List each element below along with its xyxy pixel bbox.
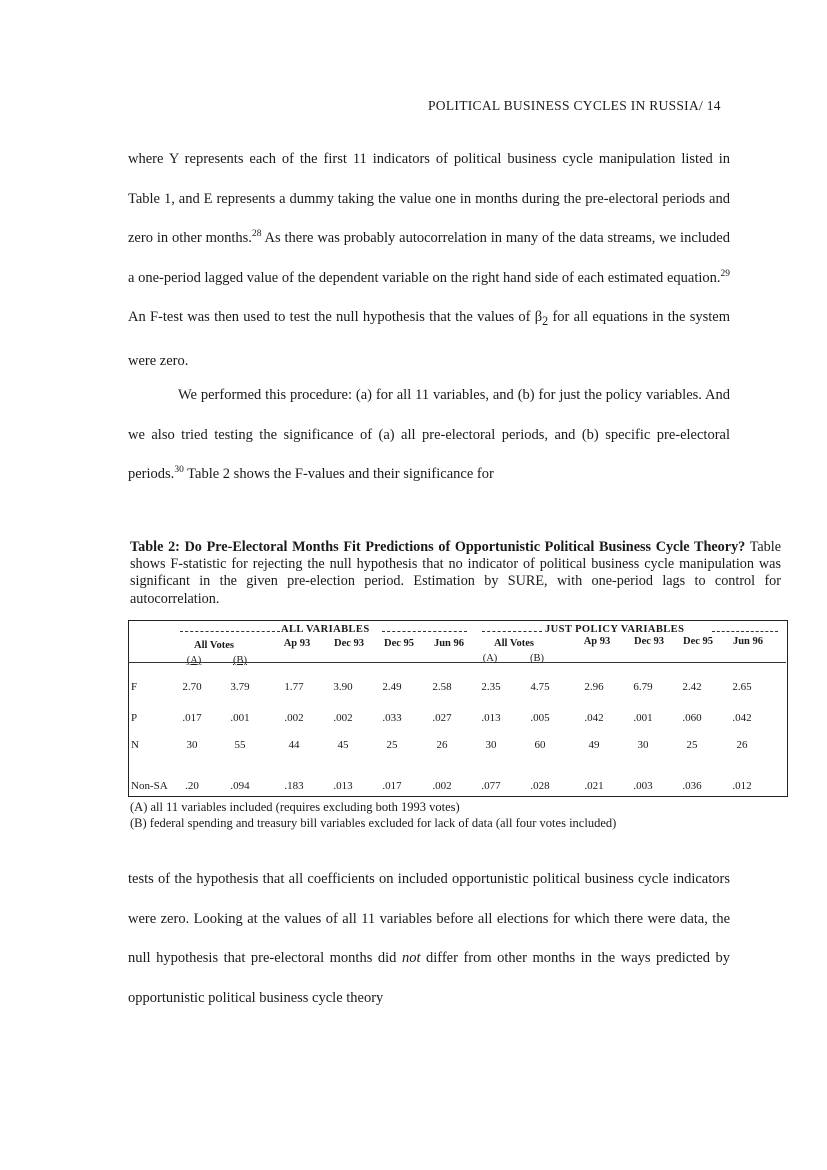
column-header-dec93: Dec 93 [333,638,365,649]
table-cell: 2.49 [382,681,402,693]
footnote-ref-30: 30 [174,465,184,476]
table-cell: 1.77 [284,681,304,693]
subcolumn-a: (A) [186,655,202,666]
table-note-b: (B) federal spending and treasury bill variables excluded for lack of data (all four votes included) [130,816,617,830]
column-header-dec93-policy: Dec 93 [633,636,665,647]
paragraph-text: As there was probably autocorrelation in many of the data streams, we included a one-period lagged value of the dependent variable on the right hand side of each estimated equation. [128,230,730,286]
column-header-ap93: Ap 93 [283,638,311,649]
footnote-ref-28: 28 [251,229,262,240]
paragraph-text: An F-test was then used to test the null hypothesis that the values of β [128,309,543,326]
body-paragraph-1 [128,140,730,381]
table-cell: 26 [436,739,448,751]
subcolumn-b-policy: (B) [530,653,544,664]
table-cell: .033 [382,712,402,724]
group-rule [712,631,778,632]
table-cell: 3.90 [333,681,353,693]
table-cell: .002 [432,780,452,792]
table-cell: .20 [185,780,199,792]
paragraph-text: We performed this procedure: (a) for all 11 variables, and (b) for just the policy variables. And we also tried testing the significance of (a) all pre-electoral periods, and (b) specific pre-electoral periods. [128,387,730,483]
table-cell: .002 [284,712,304,724]
paragraph-text: differ from other months in the ways predicted by opportunistic political business cycle theory [128,950,730,1006]
table-cell: .077 [481,780,501,792]
column-header-jun96-policy: Jun 96 [732,636,764,647]
table-cell: 55 [234,739,246,751]
table-cell: .003 [633,780,653,792]
subcolumn-b: (B) [233,655,247,666]
table-cell: .005 [530,712,550,724]
group-header-policy-variables: JUST POLICY VARIABLES [545,624,685,635]
group-rule [482,631,542,632]
table-cell: 45 [337,739,349,751]
table-cell: .013 [333,780,353,792]
table-cell: .013 [481,712,501,724]
row-label: P [131,712,138,724]
table-cell: 2.65 [732,681,752,693]
table-cell: 25 [386,739,398,751]
column-header-all-votes: All Votes [194,640,234,651]
table-cell: 26 [736,739,748,751]
table-title: Table 2: Do Pre-Electoral Months Fit Predictions of Opportunistic Political Business Cycle Theory? [130,539,746,555]
table-cell: 2.58 [432,681,452,693]
running-header: POLITICAL BUSINESS CYCLES IN RUSSIA/ 14 [428,98,721,113]
table-cell: .094 [230,780,250,792]
column-header-ap93-policy: Ap 93 [583,636,611,647]
row-label: Non-SA [131,780,168,792]
table-cell: 44 [288,739,300,751]
body-paragraph-3 [128,860,730,1018]
table-notes [130,799,616,831]
table-cell: 2.35 [481,681,501,693]
table-cell: 2.70 [182,681,202,693]
group-rule [180,631,280,632]
table-cell: .001 [230,712,250,724]
table-cell: 49 [588,739,600,751]
group-header-all-variables: ALL VARIABLES [281,624,370,635]
table-cell: 4.75 [530,681,550,693]
row-label: N [131,739,139,751]
table-cell: 60 [534,739,546,751]
table-cell: .042 [584,712,604,724]
table-caption [130,539,781,608]
column-header-dec95-policy: Dec 95 [682,636,714,647]
table-cell: 2.42 [682,681,702,693]
table-cell: .183 [284,780,304,792]
table-note-a: (A) all 11 variables included (requires excluding both 1993 votes) [130,800,460,814]
row-label: F [131,681,138,693]
table-cell: .021 [584,780,604,792]
table-cell: .027 [432,712,452,724]
table-cell: .028 [530,780,550,792]
subcolumn-a-policy: (A) [482,653,498,664]
paragraph-text: Table 2 shows the F-values and their significance for [183,466,494,483]
footnote-ref-29: 29 [720,268,730,279]
table-cell: 30 [637,739,649,751]
table-cell: 3.79 [230,681,250,693]
paragraph-text: for all equations in the system were zero. [128,309,731,369]
group-rule [382,631,467,632]
table-cell: .017 [182,712,202,724]
table-cell: 25 [686,739,698,751]
paragraph-text: where Y represents each of the first 11 indicators of political business cycle manipulation listed in Table 1, and E represents a dummy taking the value one in months during the pre-electoral periods and zero in other months. [128,151,730,247]
table-cell: .060 [682,712,702,724]
table-description: Table shows F-statistic for rejecting the null hypothesis that no indicator of political business cycle manipulation was significant in the given pre-election period. Estimation by SURE, with one-period lags to control for autocorrelation. [130,539,781,607]
table-cell: 2.96 [584,681,604,693]
table-cell: .017 [382,780,402,792]
table-cell: .012 [732,780,752,792]
table-cell: 30 [485,739,497,751]
column-header-jun96: Jun 96 [433,638,465,649]
header-rule [128,662,786,663]
body-paragraph-2 [128,376,730,495]
subscript: 2 [542,314,549,329]
paragraph-text: tests of the hypothesis that all coefficients on included opportunistic political business cycle indicators were zero. Looking at the values of all 11 variables before all elections for which there were data, the null hypothesis that pre-electoral months did [128,871,730,967]
table-cell: .002 [333,712,353,724]
table-cell: .001 [633,712,653,724]
table-cell: 6.79 [633,681,653,693]
table-cell: .036 [682,780,702,792]
column-header-all-votes-policy: All Votes [494,638,534,649]
column-header-dec95: Dec 95 [383,638,415,649]
table-cell: .042 [732,712,752,724]
emphasis: not [401,950,421,967]
table-cell: 30 [186,739,198,751]
